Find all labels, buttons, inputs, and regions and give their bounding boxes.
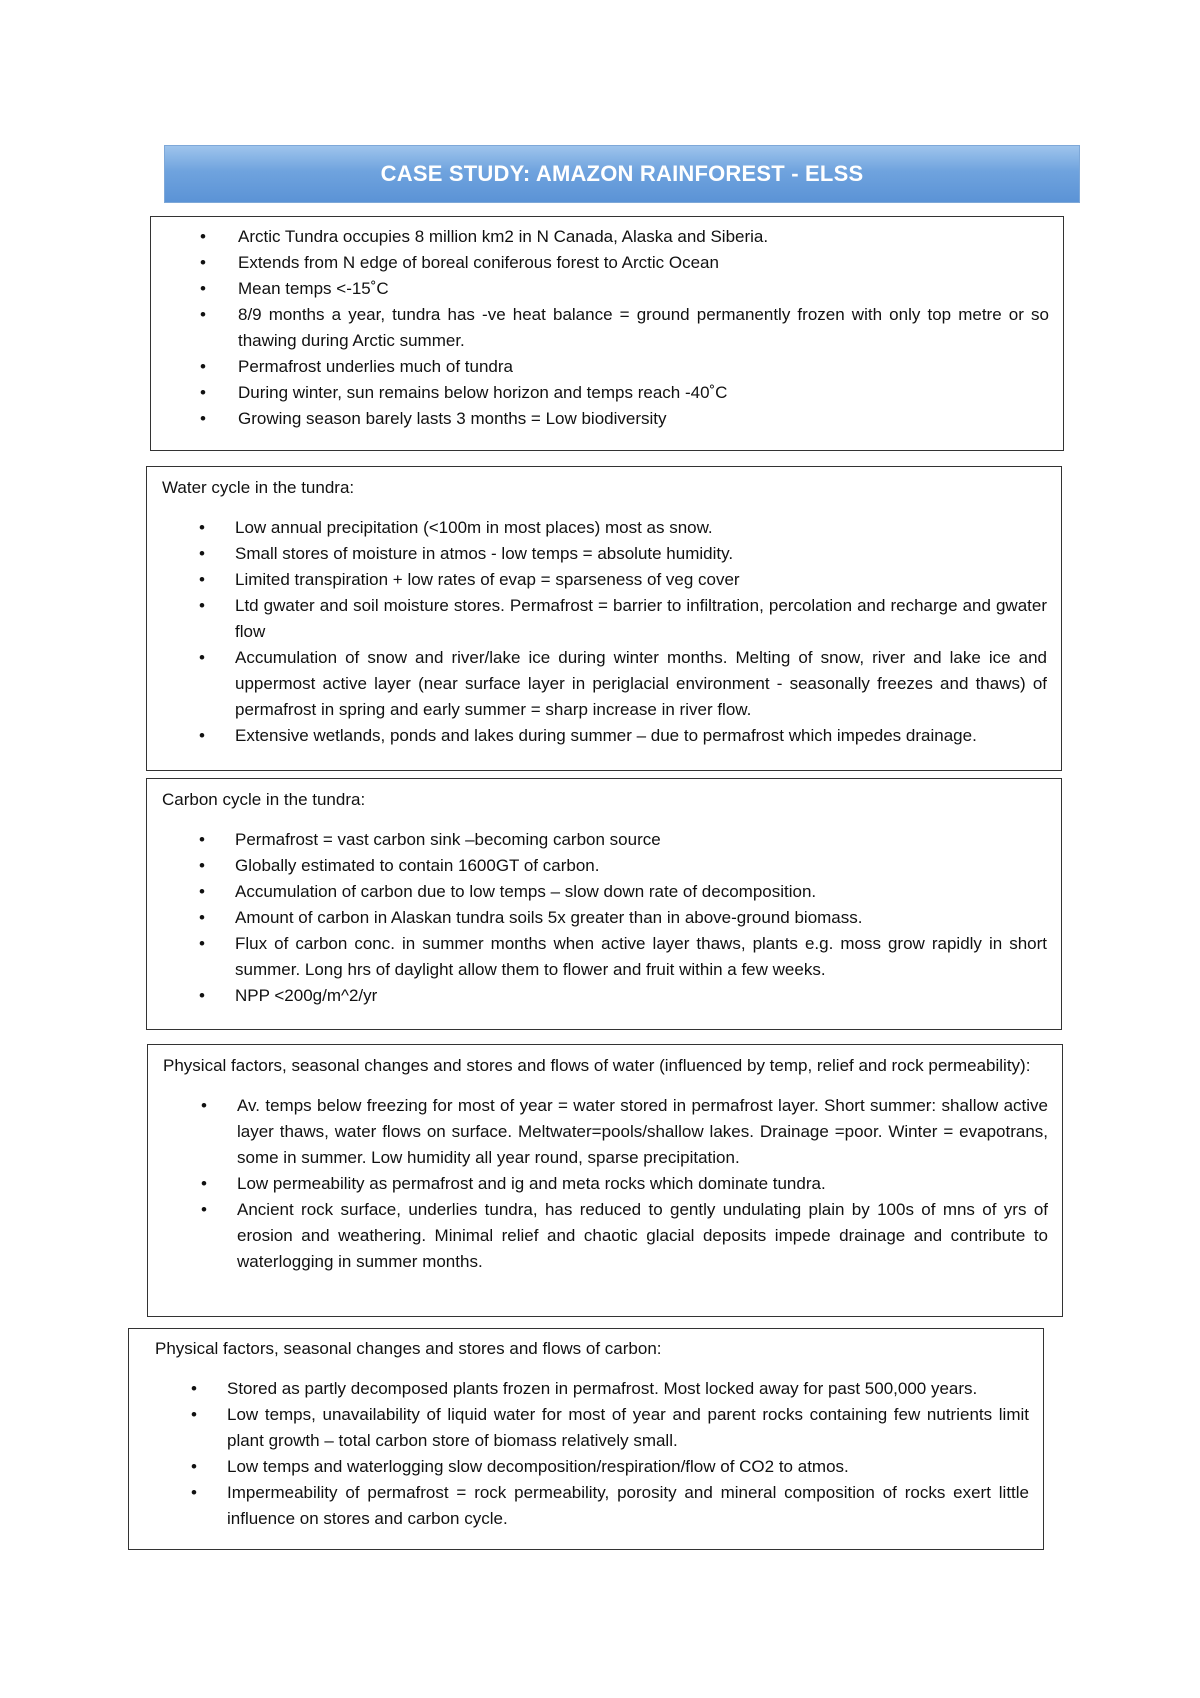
physical-carbon-box	[128, 1328, 1044, 1550]
intro-box	[150, 216, 1064, 451]
list-item: • Ancient rock surface, underlies tundra, has reduced to gently undulating plain by 100s of mns of yrs of erosion and weathering. Minimal relief and chaotic glacial deposits impede drainage and contribute to waterlogging in summer months.	[148, 1197, 1048, 1275]
section-heading: Physical factors, seasonal changes and stores and flows of carbon:	[155, 1339, 662, 1358]
section-heading: Physical factors, seasonal changes and stores and flows of water (influenced by temp, relief and rock permeability):	[163, 1056, 1031, 1075]
list-item: • Mean temps <-15˚C	[151, 276, 1049, 302]
list-item: • Low permeability as permafrost and ig and meta rocks which dominate tundra.	[148, 1171, 1048, 1197]
list-item: • Av. temps below freezing for most of year = water stored in permafrost layer. Short summer: shallow active layer thaws, water flows on surface. Meltwater=pools/shallow lakes. Drainage =poor. Winter = evapotrans, some in summer. Low humidity all year round, sparse precipitation.	[148, 1093, 1048, 1171]
page-title: CASE STUDY: AMAZON RAINFOREST - ELSS	[380, 161, 864, 186]
list-item: • Accumulation of carbon due to low temps – slow down rate of decomposition.	[147, 879, 1047, 905]
title-banner	[164, 145, 1080, 203]
list-item: • Extends from N edge of boreal coniferous forest to Arctic Ocean	[151, 250, 1049, 276]
section-heading: Water cycle in the tundra:	[162, 478, 355, 497]
list-item: • Impermeability of permafrost = rock permeability, porosity and mineral composition of rocks exert little influence on stores and carbon cycle.	[129, 1480, 1029, 1532]
list-item: • Growing season barely lasts 3 months = Low biodiversity	[151, 406, 1049, 432]
section-heading: Carbon cycle in the tundra:	[162, 790, 366, 809]
water-cycle-box	[146, 466, 1062, 771]
list-item: • Amount of carbon in Alaskan tundra soils 5x greater than in above-ground biomass.	[147, 905, 1047, 931]
list-item: • NPP <200g/m^2/yr	[147, 983, 1047, 1009]
intro-list	[151, 224, 1049, 432]
list-item: • Low annual precipitation (<100m in most places) most as snow.	[147, 515, 1047, 541]
list-item: • Stored as partly decomposed plants frozen in permafrost. Most locked away for past 500,000 years.	[129, 1376, 1029, 1402]
list-item: • Low temps, unavailability of liquid water for most of year and parent rocks containing few nutrients limit plant growth – total carbon store of biomass relatively small.	[129, 1402, 1029, 1454]
list-item: • Permafrost underlies much of tundra	[151, 354, 1049, 380]
list-item: • Limited transpiration + low rates of evap = sparseness of veg cover	[147, 567, 1047, 593]
list-item: • Arctic Tundra occupies 8 million km2 in N Canada, Alaska and Siberia.	[151, 224, 1049, 250]
list-item: • Permafrost = vast carbon sink –becoming carbon source	[147, 827, 1047, 853]
physical-water-box	[147, 1044, 1063, 1317]
list-item: • 8/9 months a year, tundra has -ve heat balance = ground permanently frozen with only top metre or so thawing during Arctic summer.	[151, 302, 1049, 354]
list-item: • Globally estimated to contain 1600GT of carbon.	[147, 853, 1047, 879]
water-cycle-list	[147, 515, 1047, 749]
list-item: • Small stores of moisture in atmos - low temps = absolute humidity.	[147, 541, 1047, 567]
carbon-cycle-list	[147, 827, 1047, 1009]
carbon-cycle-box	[146, 778, 1062, 1030]
list-item: • Accumulation of snow and river/lake ice during winter months. Melting of snow, river and lake ice and uppermost active layer (near surface layer in periglacial environment - seasonally freezes and thaws) of permafrost in spring and early summer = sharp increase in river flow.	[147, 645, 1047, 723]
physical-water-list	[148, 1093, 1048, 1275]
list-item: • Extensive wetlands, ponds and lakes during summer – due to permafrost which impedes drainage.	[147, 723, 1047, 749]
list-item: • Low temps and waterlogging slow decomposition/respiration/flow of CO2 to atmos.	[129, 1454, 1029, 1480]
list-item: • Flux of carbon conc. in summer months when active layer thaws, plants e.g. moss grow rapidly in short summer. Long hrs of daylight allow them to flower and fruit within a few weeks.	[147, 931, 1047, 983]
list-item: • Ltd gwater and soil moisture stores. Permafrost = barrier to infiltration, percolation and recharge and gwater flow	[147, 593, 1047, 645]
physical-carbon-list	[129, 1376, 1029, 1532]
list-item: • During winter, sun remains below horizon and temps reach -40˚C	[151, 380, 1049, 406]
